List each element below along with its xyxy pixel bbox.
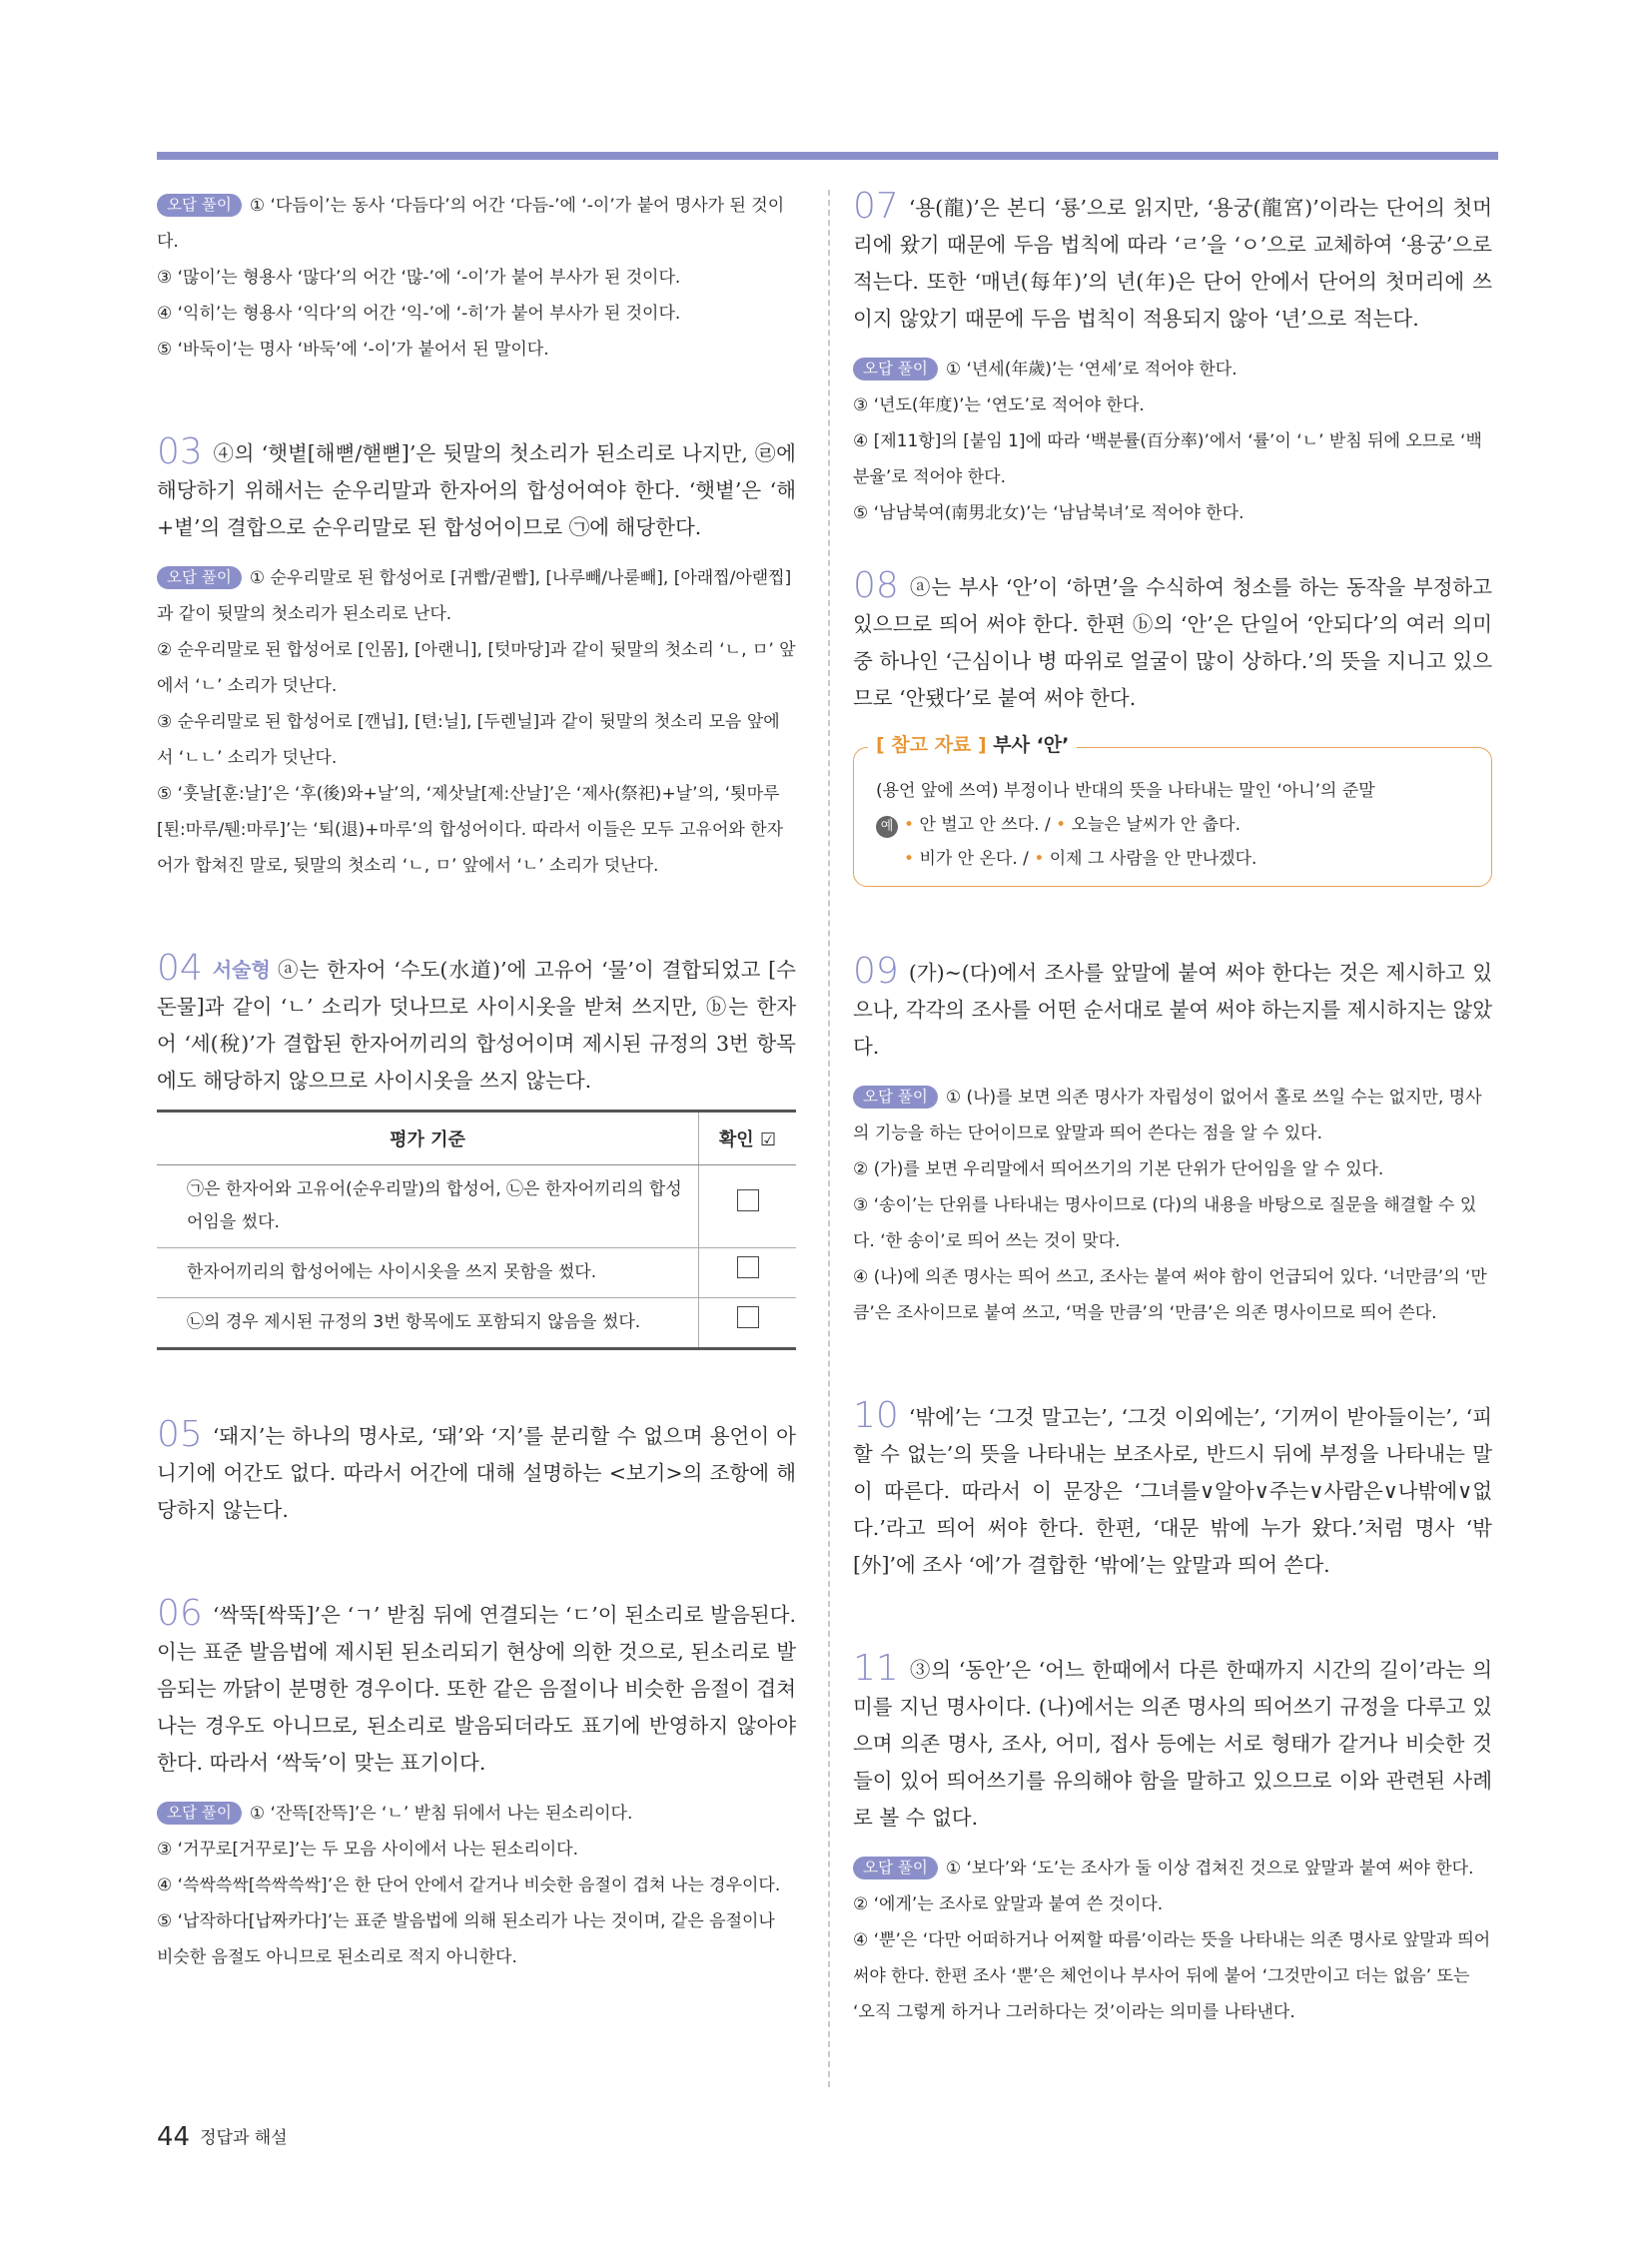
page-number: 44: [157, 2122, 191, 2152]
answer-text: 03 ④의 ‘햇볕[해뼏/핻뼏]’은 뒷말의 첫소리가 된소리로 나지만, ㉣에 해당하기 위해서는 순우리말과 한자어의 합성어여야 한다. ‘햇볕’은 ‘해+볕’의 결합으로 순우리말로 된 합성어이므로 ㉠에 해당한다.: [157, 431, 796, 539]
question-08: [853, 567, 1492, 887]
criteria-cell: ㉡의 경우 제시된 규정의 3번 항목에도 포함되지 않음을 썼다.: [157, 1298, 699, 1349]
wrong-badge: 오답 풀이: [853, 1086, 938, 1109]
question-number: 05: [157, 1414, 203, 1455]
answer-text: 04 서술형 ⓐ는 한자어 ‘수도(水道)’에 고유어 ‘물’이 결합되었고 [수돈물]과 같이 ‘ㄴ’ 소리가 덧나므로 사이시옷을 받쳐 쓰지만, ⓑ는 한자어 ‘세(稅)’가 결합된 한자어끼리의 합성어이며 제시된 규정의 3번 항목에도 해당하지 않으므로 사이시옷을 쓰지 않는다.: [157, 948, 796, 1093]
wrong-item: 오답 풀이 ① ‘잔뜩[잔뜩]’은 ‘ㄴ’ 받침 뒤에서 나는 된소리이다.: [157, 1796, 796, 1832]
wrong-item: ④ ‘익히’는 형용사 ‘익다’의 어간 ‘익-’에 ‘-히’가 붙어 부사가 된 것이다.: [157, 304, 681, 324]
intro-wrong-section: [157, 188, 796, 368]
top-rule: [157, 152, 1498, 160]
question-11: [853, 1650, 1492, 2030]
right-column: [853, 188, 1492, 2052]
wrong-item: 오답 풀이 ① ‘년세(年歲)’는 ‘연세’로 적어야 한다.: [853, 352, 1492, 387]
question-number: 09: [853, 951, 899, 992]
reference-example: • 비가 안 온다. / • 이제 그 사람을 안 만나겠다.: [904, 849, 1257, 869]
check-header: 확인 ☑: [699, 1112, 797, 1165]
wrong-item: ④ ‘뿐’은 ‘다만 어떠하거나 어찌할 따름’이라는 뜻을 나타내는 의존 명사로 앞말과 띄어 써야 한다. 한편 조사 ‘뿐’은 체언이나 부사어 뒤에 붙어 ‘그것만이고 더는 없음’ 또는 ‘오직 그렇게 하거나 그러하다는 것’이라는 의미를 나타낸다.: [853, 1930, 1491, 2022]
wrong-badge: 오답 풀이: [157, 194, 242, 217]
table-row: [157, 1248, 796, 1298]
wrong-item: ② ‘에게’는 조사로 앞말과 붙여 쓴 것이다.: [853, 1894, 1164, 1914]
answer-text: 06 ‘싹뚝[싹뚝]’은 ‘ㄱ’ 받침 뒤에 연결되는 ‘ㄷ’이 된소리로 발음된다. 이는 표준 발음법에 제시된 된소리되기 현상에 의한 것으로, 된소리로 발음되는 까닭이 분명한 경우이다. 또한 같은 음절이나 비슷한 음절이 겹쳐 나는 경우도 아니므로, 된소리로 발음되더라도 표기에 반영하지 않아야 한다. 따라서 ‘싹둑’이 맞는 표기이다.: [157, 1593, 796, 1775]
bullet-icon: •: [1056, 815, 1067, 835]
question-number: 11: [853, 1648, 899, 1689]
criteria-header: 평가 기준: [157, 1112, 699, 1165]
question-10: [853, 1397, 1492, 1584]
wrong-item: ③ ‘많이’는 형용사 ‘많다’의 어간 ‘많-’에 ‘-이’가 붙어 부사가 된 것이다.: [157, 268, 681, 288]
wrong-item: 오답 풀이 ① ‘다듬이’는 동사 ‘다듬다’의 어간 ‘다듬-’에 ‘-이’가 붙어 명사가 된 것이다.: [157, 196, 785, 252]
bullet-icon: •: [1034, 849, 1045, 869]
wrong-badge: 오답 풀이: [853, 358, 938, 380]
wrong-item: ④ ‘쓱싹쓱싹[쓱싹쓱싹]’은 한 단어 안에서 같거나 비슷한 음절이 겹쳐 나는 경우이다.: [157, 1875, 781, 1895]
criteria-cell: 한자어끼리의 합성어에는 사이시옷을 쓰지 못함을 썼다.: [157, 1248, 699, 1298]
answer-text: 05 ‘돼지’는 하나의 명사로, ‘돼’와 ‘지’를 분리할 수 없으며 용언이 아니기에 어간도 없다. 따라서 어간에 대해 설명하는 <보기>의 조항에 해당하지 않는다.: [157, 1414, 796, 1522]
column-divider: [828, 190, 830, 2087]
wrong-item: 오답 풀이 ① (나)를 보면 의존 명사가 자립성이 없어서 홀로 쓰일 수는 없지만, 명사의 기능을 하는 단어이므로 앞말과 띄어 쓴다는 점을 알 수 있다.: [853, 1088, 1482, 1143]
wrong-item: ② 순우리말로 된 합성어로 [인몸], [아랜니], [텃마당]과 같이 뒷말의 첫소리 ‘ㄴ, ㅁ’ 앞에서 ‘ㄴ’ 소리가 덧난다.: [157, 640, 796, 696]
question-09: [853, 953, 1492, 1331]
footer-title: 정답과 해설: [200, 2128, 288, 2148]
reference-definition: (용언 앞에 쓰여) 부정이나 반대의 뜻을 나타내는 말인 ‘아니’의 준말: [876, 781, 1375, 801]
question-05: [157, 1416, 796, 1529]
answer-text: 09 (가)~(다)에서 조사를 앞말에 붙여 써야 한다는 것은 제시하고 있으나, 각각의 조사를 어떤 순서대로 붙여 써야 하는지를 제시하지는 않았다.: [853, 951, 1492, 1059]
wrong-badge: 오답 풀이: [157, 1802, 242, 1825]
wrong-item: ② (가)를 보면 우리말에서 띄어쓰기의 기본 단위가 단어임을 알 수 있다.: [853, 1159, 1384, 1179]
wrong-item: ⑤ ‘남남북여(南男北女)’는 ‘남남북녀’로 적어야 한다.: [853, 503, 1244, 523]
wrong-item: ③ 순우리말로 된 합성어로 [깬닙], [텬:닐], [두렌닐]과 같이 뒷말의 첫소리 모음 앞에서 ‘ㄴㄴ’ 소리가 덧난다.: [157, 712, 780, 768]
wrong-badge: 오답 풀이: [157, 566, 242, 589]
question-04: [157, 950, 796, 1350]
checkbox[interactable]: [737, 1256, 759, 1278]
page-footer: [157, 2122, 288, 2152]
question-06: [157, 1595, 796, 1975]
wrong-item: ③ ‘송이’는 단위를 나타내는 명사이므로 (다)의 내용을 바탕으로 질문을 해결할 수 있다. ‘한 송이’로 띄어 쓰는 것이 맞다.: [853, 1195, 1477, 1251]
wrong-item: ③ ‘년도(年度)’는 ‘연도’로 적어야 한다.: [853, 395, 1145, 415]
wrong-item: ⑤ ‘납작하다[납짜카다]’는 표준 발음법에 의해 된소리가 나는 것이며, 같은 음절이나 비슷한 음절도 아니므로 된소리로 적지 아니한다.: [157, 1911, 775, 1967]
question-number: 10: [853, 1395, 899, 1436]
wrong-item: ⑤ ‘바둑이’는 명사 ‘바둑’에 ‘-이’가 붙어서 된 말이다.: [157, 340, 549, 360]
reference-example: 예 • 안 벌고 안 쓰다. / • 오늘은 날씨가 안 춥다.: [876, 808, 1473, 842]
question-number: 08: [853, 565, 899, 606]
wrong-badge: 오답 풀이: [853, 1857, 938, 1879]
answer-text: 08 ⓐ는 부사 ‘안’이 ‘하면’을 수식하여 청소를 하는 동작을 부정하고 있으므로 띄어 써야 한다. 한편 ⓑ의 ‘안’은 단일어 ‘안되다’의 여러 의미 중 하나인 ‘근심이나 병 따위로 얼굴이 많이 상하다.’의 뜻을 지니고 있으므로 ‘안됐다’로 붙여 써야 한다.: [853, 565, 1492, 710]
evaluation-table: [157, 1110, 796, 1350]
question-number: 03: [157, 431, 203, 472]
answer-text: 07 ‘용(龍)’은 본디 ‘룡’으로 읽지만, ‘용궁(龍宮)’이라는 단어의 첫머리에 왔기 때문에 두음 법칙에 따라 ‘ㄹ’을 ‘ㅇ’으로 교체하여 ‘용궁’으로 적는다. 또한 ‘매년(每年)’의 년(年)은 단어 안에서 단어의 첫머리에 쓰이지 않았기 때문에 두음 법칙이 적용되지 않아 ‘년’으로 적는다.: [853, 186, 1492, 331]
answer-text: 11 ③의 ‘동안’은 ‘어느 한때에서 다른 한때까지 시간의 길이’라는 의미를 지닌 명사이다. (나)에서는 의존 명사의 띄어쓰기 규정을 다루고 있으며 의존 명사, 조사, 어미, 접사 등에는 서로 형태가 같거나 비슷한 것들이 있어 띄어쓰기를 유의해야 함을 말하고 있으므로 이와 관련된 사례로 볼 수 없다.: [853, 1648, 1492, 1830]
bullet-icon: •: [904, 849, 915, 869]
wrong-item: ③ ‘거꾸로[거꾸로]’는 두 모음 사이에서 나는 된소리이다.: [157, 1840, 579, 1860]
table-row: [157, 1165, 796, 1248]
reference-box: [853, 734, 1492, 887]
checkbox[interactable]: [737, 1189, 759, 1211]
left-column: [157, 188, 796, 1997]
criteria-cell: ㉠은 한자어와 고유어(순우리말)의 합성어, ㉡은 한자어끼리의 합성어임을 썼다.: [157, 1165, 699, 1248]
answer-text: 10 ‘밖에’는 ‘그것 말고는’, ‘그것 이외에는’, ‘기꺼이 받아들이는’, ‘피할 수 없는’의 뜻을 나타내는 보조사로, 반드시 뒤에 부정을 나타내는 말이 따른다. 따라서 이 문장은 ‘그녀를∨알아∨주는∨사람은∨나밖에∨없다.’라고 띄어 써야 한다. 한편, ‘대문 밖에 누가 왔다.’처럼 명사 ‘밖[外]’에 조사 ‘에’가 결합한 ‘밖에’는 앞말과 띄어 쓴다.: [853, 1395, 1492, 1577]
question-number: 04: [157, 948, 203, 989]
checkbox[interactable]: [737, 1306, 759, 1328]
example-mark: 예: [876, 816, 898, 838]
reference-title: [ 참고 자료 ] 부사 ‘안’: [868, 730, 1077, 757]
wrong-item: ⑤ ‘훗날[훈:날]’은 ‘후(後)와+날’의, ‘제삿날[제:산날]’은 ‘제사(祭祀)+날’의, ‘툇마루[퇸:마루/퉨:마루]’는 ‘퇴(退)+마루’의 합성어이다. 따라서 이들은 모두 고유어와 한자어가 합쳐진 말로, 뒷말의 첫소리 ‘ㄴ, ㅁ’ 앞에서 ‘ㄴ’ 소리가 덧난다.: [157, 784, 784, 876]
wrong-item: 오답 풀이 ① ‘보다’와 ‘도’는 조사가 둘 이상 겹쳐진 것으로 앞말과 붙여 써야 한다.: [853, 1851, 1492, 1886]
question-07: [853, 188, 1492, 531]
bullet-icon: •: [904, 815, 915, 835]
table-row: [157, 1298, 796, 1349]
question-number: 07: [853, 186, 899, 227]
wrong-item: ④ [제11항]의 [붙임 1]에 따라 ‘백분률(百分率)’에서 ‘률’이 ‘ㄴ’ 받침 뒤에 오므로 ‘백분율’로 적어야 한다.: [853, 431, 1482, 487]
question-number: 06: [157, 1593, 203, 1634]
wrong-item: ④ (나)에 의존 명사는 띄어 쓰고, 조사는 붙여 써야 함이 언급되어 있다. ‘너만큼’의 ‘만큼’은 조사이므로 붙여 쓰고, ‘먹을 만큼’의 ‘만큼’은 의존 명사이므로 띄어 쓴다.: [853, 1267, 1487, 1323]
wrong-item: 오답 풀이 ① 순우리말로 된 합성어로 [귀빱/귇빱], [나루빼/나룯빼], [아래찝/아랟찝]과 같이 뒷말의 첫소리가 된소리로 난다.: [157, 568, 792, 624]
question-03: [157, 433, 796, 884]
essay-tag: 서술형: [212, 958, 271, 982]
